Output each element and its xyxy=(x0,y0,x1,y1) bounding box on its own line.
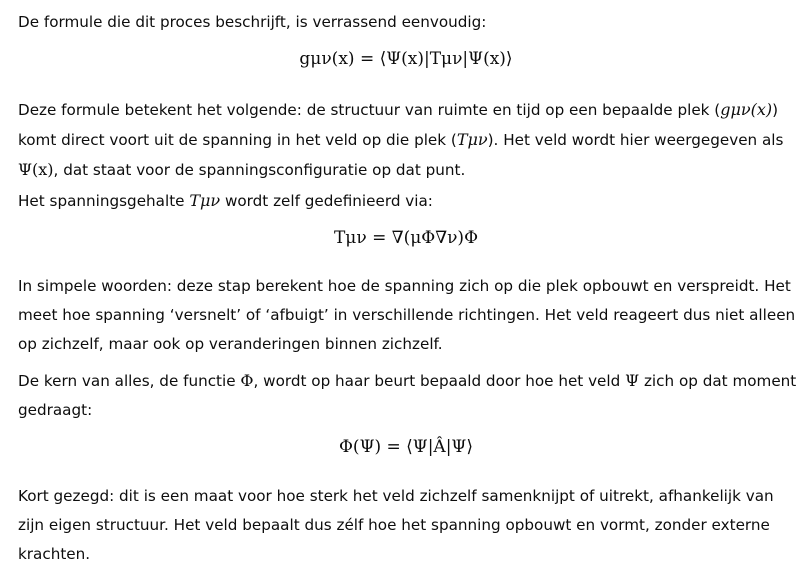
text-segment: De kern van alles, de functie xyxy=(18,372,241,390)
math-inline-psi: Ψ(x) xyxy=(18,160,54,179)
paragraph-core-function xyxy=(18,366,798,425)
math-inline-phi: Φ xyxy=(240,371,254,390)
paragraph-intro: De formule die dit proces beschrijft, is verrassend eenvoudig: xyxy=(18,13,487,31)
text-segment: Het spanningsgehalte xyxy=(18,192,190,210)
text-segment: , dat staat voor de spanningsconfiguratie op dat punt. xyxy=(53,161,466,179)
text-segment: ). Het veld wordt hier weergegeven als xyxy=(487,131,784,149)
math-inline-psi: Ψ xyxy=(625,371,640,390)
text-segment: , wordt op haar beurt bepaald door hoe het veld xyxy=(253,372,626,390)
text-segment: ) komt direct voort uit de spanning in het veld op die plek ( xyxy=(18,101,779,149)
math-inline-g: gμν(x) xyxy=(720,100,773,119)
math-inline-t: Tμν xyxy=(456,130,488,149)
text-segment: wordt zelf gedefinieerd via: xyxy=(220,192,433,210)
math-inline-t: Tμν xyxy=(189,191,221,210)
equation-metric: gμν(x) = ⟨Ψ(x)|Tμν|Ψ(x)⟩ xyxy=(299,49,513,69)
text-segment: zich op dat moment gedraagt: xyxy=(18,372,797,419)
equation-phi: Φ(Ψ) = ⟨Ψ|Â|Ψ⟩ xyxy=(339,437,473,457)
equation-tension: Tμν = ∇(μΦ∇ν)Φ xyxy=(333,228,479,248)
text-segment: Deze formule betekent het volgende: de structuur van ruimte en tijd op een bepaalde plek ( xyxy=(18,101,721,119)
paragraph-tension-def xyxy=(18,186,798,216)
paragraph-metric-explanation xyxy=(18,95,798,185)
paragraph-summary: Kort gezegd: dit is een maat voor hoe sterk het veld zichzelf samenknijpt of uitrekt, afhankelijk van zijn eigen structuur. Het veld bepaalt dus zélf hoe het spanning opbouwt en vormt, zonder externe krachten. xyxy=(18,487,774,563)
paragraph-simple-words: In simpele woorden: deze stap berekent hoe de spanning zich op die plek opbouwt en verspreidt. Het meet hoe spanning ‘versnelt’ of ‘afbuigt’ in verschillende richtingen. Het veld reageert dus niet alleen op zichzelf, maar ook op veranderingen binnen zichzelf. xyxy=(18,277,796,353)
